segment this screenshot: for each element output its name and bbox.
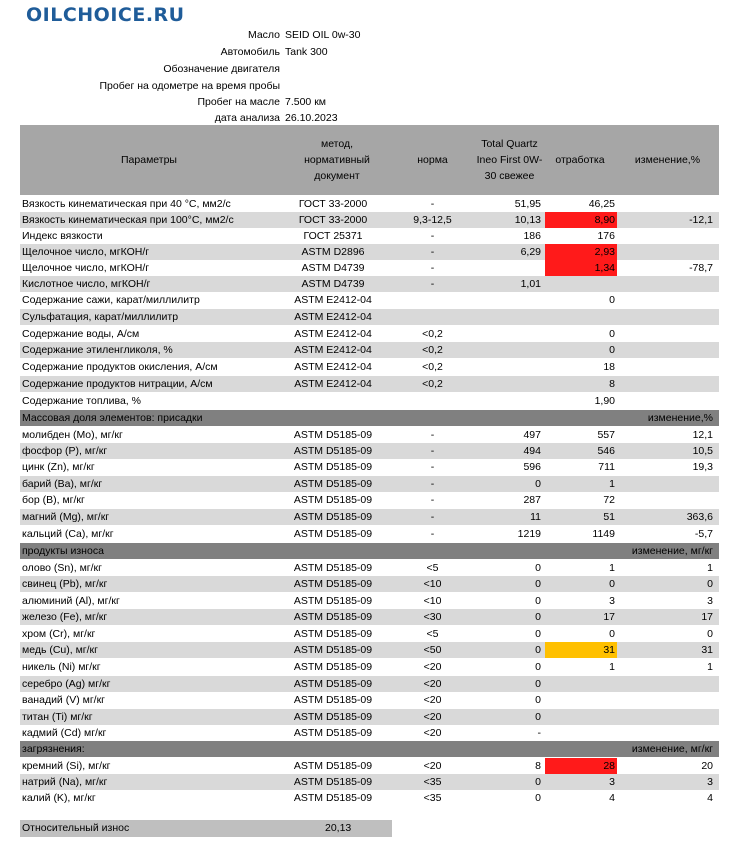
meta-value: 26.10.2023 — [285, 112, 338, 124]
section-change-label: изменение, мг/кг — [631, 545, 713, 557]
section-header-row — [20, 543, 719, 559]
meta-oil — [20, 27, 720, 44]
method-cell: ASTM D5185-09 — [293, 528, 373, 540]
param-cell: магний (Mg), мг/кг — [22, 511, 110, 523]
param-cell: фосфор (P), мг/кг — [22, 445, 108, 457]
norm-cell: - — [430, 262, 435, 274]
norm-cell: - — [430, 511, 435, 523]
fresh-oil-cell: 1219 — [517, 528, 541, 540]
table-row — [20, 244, 719, 260]
param-cell: Кислотное число, мгКОН/г — [22, 278, 151, 290]
norm-cell: - — [430, 198, 435, 210]
fresh-oil-cell: 0 — [535, 578, 541, 590]
table-row — [20, 790, 719, 806]
norm-cell: <0,2 — [422, 361, 443, 373]
used-oil-cell: 1,90 — [594, 395, 615, 407]
fresh-oil-cell: 0 — [535, 611, 541, 623]
method-cell: ASTM D2896 — [301, 246, 365, 258]
table-row — [20, 309, 719, 325]
fresh-oil-cell: 0 — [535, 628, 541, 640]
norm-cell: - — [430, 230, 435, 242]
param-cell: цинк (Zn), мг/кг — [22, 461, 95, 473]
header-change: изменение,% — [634, 154, 701, 166]
meta-label: Масло — [247, 29, 280, 41]
norm-cell: <0,2 — [422, 328, 443, 340]
norm-cell: - — [430, 246, 435, 258]
used-oil-cell: 1 — [609, 562, 615, 574]
norm-cell: <10 — [423, 578, 442, 590]
change-cell: 0 — [707, 628, 713, 640]
header-used: отработка — [555, 154, 605, 166]
used-oil-cell: 51 — [603, 511, 615, 523]
section-header-row — [20, 410, 719, 426]
header-params: Параметры — [121, 154, 177, 166]
table-row — [20, 427, 719, 443]
used-oil-cell: 0 — [609, 578, 615, 590]
param-cell: Содержание продуктов окисления, А/см — [22, 361, 218, 373]
norm-cell: <0,2 — [422, 344, 443, 356]
method-cell: ASTM D5185-09 — [293, 611, 373, 623]
method-cell: ГОСТ 25371 — [303, 230, 363, 242]
table-row — [20, 260, 719, 276]
section-title: продукты износа — [22, 545, 104, 557]
fresh-oil-cell: 494 — [523, 445, 541, 457]
change-cell: -5,7 — [694, 528, 713, 540]
section-change-label: изменение,% — [647, 412, 713, 424]
used-oil-cell: 176 — [597, 230, 615, 242]
site-logo: OILCHOICE.RU — [26, 4, 185, 26]
method-cell: ASTM D5185-09 — [293, 578, 373, 590]
param-cell: свинец (Pb), мг/кг — [22, 578, 108, 590]
param-cell: алюминий (Al), мг/кг — [22, 595, 120, 607]
norm-cell: <5 — [426, 628, 439, 640]
norm-cell: <20 — [423, 661, 442, 673]
param-cell: олово (Sn), мг/кг — [22, 562, 102, 574]
param-cell: серебро (Ag) мг/кг — [22, 678, 111, 690]
fresh-oil-cell: 8 — [535, 760, 541, 772]
norm-cell: <20 — [423, 727, 442, 739]
norm-cell: - — [430, 478, 435, 490]
change-cell: 31 — [701, 644, 713, 656]
param-cell: железо (Fe), мг/кг — [22, 611, 108, 623]
method-cell: ASTM D5185-09 — [293, 792, 373, 804]
param-cell: кремний (Si), мг/кг — [22, 760, 111, 772]
used-oil-cell: 3 — [609, 595, 615, 607]
method-cell: ASTM D5185-09 — [293, 445, 373, 457]
table-row — [20, 593, 719, 609]
meta-odometer — [20, 78, 720, 95]
table-row — [20, 228, 719, 244]
used-oil-cell: 0 — [609, 628, 615, 640]
meta-oil-mileage — [20, 94, 720, 111]
table-header — [20, 125, 719, 195]
method-cell: ASTM E2412-04 — [294, 378, 372, 390]
fresh-oil-cell: 0 — [535, 711, 541, 723]
param-cell: медь (Cu), мг/кг — [22, 644, 98, 656]
param-cell: Содержание топлива, % — [22, 395, 141, 407]
table-row — [20, 642, 719, 658]
used-oil-cell: 3 — [609, 776, 615, 788]
fresh-oil-cell: 0 — [535, 661, 541, 673]
method-cell: ASTM D5185-09 — [293, 494, 373, 506]
fresh-oil-cell: 186 — [523, 230, 541, 242]
table-row — [20, 626, 719, 642]
method-cell: ASTM D5185-09 — [293, 429, 373, 441]
change-cell: 1 — [707, 562, 713, 574]
fresh-oil-cell: - — [537, 727, 541, 739]
table-row — [20, 774, 719, 790]
param-cell: Содержание продуктов нитрации, А/см — [22, 378, 213, 390]
table-row — [20, 393, 719, 409]
fresh-oil-cell: 596 — [523, 461, 541, 473]
used-oil-cell: 711 — [598, 461, 615, 473]
used-oil-cell: 2,93 — [594, 246, 615, 258]
change-cell: 12,1 — [692, 429, 713, 441]
param-cell: Содержание сажи, карат/миллилитр — [22, 294, 200, 306]
header-norm: норма — [417, 154, 448, 166]
norm-cell: - — [430, 528, 435, 540]
table-row — [20, 376, 719, 392]
param-cell: Индекс вязкости — [22, 230, 103, 242]
meta-value: SEID OIL 0w-30 — [285, 29, 361, 41]
table-row — [20, 212, 719, 228]
method-cell: ASTM D5185-09 — [293, 628, 373, 640]
table-row — [20, 342, 719, 358]
fresh-oil-cell: 1,01 — [520, 278, 541, 290]
header-method: метод, нормативный документ — [304, 138, 370, 182]
param-cell: Щелочное число, мгКОН/г — [22, 262, 150, 274]
table-row — [20, 359, 719, 375]
method-cell: ASTM D5185-09 — [293, 776, 373, 788]
table-row — [20, 659, 719, 675]
norm-cell: <5 — [426, 562, 439, 574]
used-oil-cell: 8 — [609, 378, 615, 390]
method-cell: ASTM D5185-09 — [293, 727, 373, 739]
norm-cell: <10 — [423, 595, 442, 607]
change-cell: -12,1 — [689, 214, 713, 226]
norm-cell: - — [430, 278, 435, 290]
change-cell: 3 — [707, 776, 713, 788]
param-cell: Вязкость кинематическая при 40 °С, мм2/с — [22, 198, 231, 210]
relative-wear-summary — [20, 820, 392, 837]
fresh-oil-cell: 287 — [523, 494, 541, 506]
table-row — [20, 576, 719, 592]
param-cell: Сульфатация, карат/миллилитр — [22, 311, 179, 323]
table-row — [20, 476, 719, 492]
table-row — [20, 509, 719, 525]
used-oil-cell: 1,34 — [594, 262, 615, 274]
change-cell: 363,6 — [686, 511, 713, 523]
table-row — [20, 292, 719, 308]
relative-wear-label: Относительный износ — [22, 822, 130, 834]
change-cell: 19,3 — [692, 461, 713, 473]
norm-cell: <20 — [423, 760, 442, 772]
param-cell: никель (Ni) мг/кг — [22, 661, 101, 673]
method-cell: ASTM D5185-09 — [293, 760, 373, 772]
norm-cell: <35 — [423, 792, 442, 804]
change-cell: 4 — [707, 792, 713, 804]
method-cell: ASTM D5185-09 — [293, 694, 373, 706]
method-cell: ASTM D5185-09 — [293, 711, 373, 723]
method-cell: ASTM E2412-04 — [294, 344, 372, 356]
norm-cell: - — [430, 494, 435, 506]
used-oil-cell: 0 — [609, 294, 615, 306]
relative-wear-value: 20,13 — [325, 822, 352, 834]
used-oil-cell: 0 — [609, 328, 615, 340]
meta-label: дата анализа — [214, 112, 280, 124]
section-header-row — [20, 741, 719, 757]
meta-value: Tank 300 — [285, 46, 328, 58]
used-oil-cell: 546 — [597, 445, 615, 457]
method-cell: ASTM D5185-09 — [293, 661, 373, 673]
table-row — [20, 725, 719, 741]
meta-value: 7.500 км — [285, 96, 327, 108]
method-cell: ASTM D5185-09 — [293, 595, 373, 607]
param-cell: кадмий (Cd) мг/кг — [22, 727, 107, 739]
method-cell: ASTM D4739 — [301, 262, 365, 274]
change-cell: -78,7 — [689, 262, 713, 274]
used-oil-cell: 28 — [603, 760, 615, 772]
fresh-oil-cell: 10,13 — [514, 214, 541, 226]
param-cell: Содержание воды, А/см — [22, 328, 140, 340]
param-cell: хром (Cr), мг/кг — [22, 628, 96, 640]
method-cell: ASTM D5185-09 — [293, 461, 373, 473]
change-cell: 0 — [707, 578, 713, 590]
section-title: Массовая доля элементов: присадки — [22, 412, 203, 424]
table-row — [20, 459, 719, 475]
method-cell: ASTM D5185-09 — [293, 511, 373, 523]
used-oil-cell: 4 — [609, 792, 615, 804]
method-cell: ASTM E2412-04 — [294, 361, 372, 373]
table-row — [20, 692, 719, 708]
change-cell: 10,5 — [692, 445, 713, 457]
used-oil-cell: 1 — [609, 661, 615, 673]
norm-cell: - — [430, 429, 435, 441]
fresh-oil-cell: 0 — [535, 678, 541, 690]
param-cell: кальций (Ca), мг/кг — [22, 528, 114, 540]
table-row — [20, 276, 719, 292]
table-row — [20, 526, 719, 542]
method-cell: ASTM D5185-09 — [293, 562, 373, 574]
fresh-oil-cell: 0 — [535, 562, 541, 574]
norm-cell: <35 — [423, 776, 442, 788]
meta-car — [20, 44, 720, 61]
fresh-oil-cell: 0 — [535, 792, 541, 804]
meta-label: Обозначение двигателя — [163, 63, 280, 75]
table-row — [20, 609, 719, 625]
param-cell: молибден (Mo), мг/кг — [22, 429, 123, 441]
norm-cell: <20 — [423, 694, 442, 706]
param-cell: Щелочное число, мгКОН/г — [22, 246, 150, 258]
table-row — [20, 758, 719, 774]
method-cell: ГОСТ 33-2000 — [298, 214, 368, 226]
table-row — [20, 326, 719, 342]
meta-label: Пробег на масле — [197, 96, 280, 108]
fresh-oil-cell: 11 — [530, 511, 541, 523]
param-cell: бор (B), мг/кг — [22, 494, 85, 506]
param-cell: натрий (Na), мг/кг — [22, 776, 108, 788]
method-cell: ASTM E2412-04 — [294, 311, 372, 323]
norm-cell: - — [430, 461, 435, 473]
change-cell: 1 — [707, 661, 713, 673]
header-fresh: Total Quartz Ineo First 0W-30 свежее — [476, 138, 543, 182]
norm-cell: <50 — [423, 644, 442, 656]
fresh-oil-cell: 51,95 — [514, 198, 541, 210]
used-oil-cell: 17 — [603, 611, 615, 623]
change-cell: 17 — [701, 611, 713, 623]
fresh-oil-cell: 497 — [523, 429, 541, 441]
method-cell: ASTM E2412-04 — [294, 294, 372, 306]
change-cell: 3 — [707, 595, 713, 607]
norm-cell: <0,2 — [422, 378, 443, 390]
param-cell: Вязкость кинематическая при 100°С, мм2/с — [22, 214, 234, 226]
norm-cell: 9,3-12,5 — [413, 214, 452, 226]
used-oil-cell: 18 — [603, 361, 615, 373]
fresh-oil-cell: 0 — [535, 644, 541, 656]
method-cell: ASTM D5185-09 — [293, 644, 373, 656]
used-oil-cell: 8,90 — [594, 214, 615, 226]
used-oil-cell: 0 — [609, 344, 615, 356]
table-row — [20, 676, 719, 692]
method-cell: ASTM E2412-04 — [294, 328, 372, 340]
method-cell: ASTM D5185-09 — [293, 478, 373, 490]
used-oil-cell: 31 — [603, 644, 615, 656]
fresh-oil-cell: 0 — [535, 694, 541, 706]
table-row — [20, 709, 719, 725]
used-oil-cell: 557 — [597, 429, 615, 441]
used-oil-cell: 1149 — [592, 528, 615, 540]
param-cell: калий (K), мг/кг — [22, 792, 96, 804]
table-row — [20, 492, 719, 508]
used-oil-cell: 72 — [603, 494, 615, 506]
meta-label: Автомобиль — [220, 46, 280, 58]
norm-cell: <20 — [423, 678, 442, 690]
param-cell: Содержание этиленгликоля, % — [22, 344, 173, 356]
norm-cell: <20 — [423, 711, 442, 723]
param-cell: ванадий (V) мг/кг — [22, 694, 106, 706]
used-oil-cell: 46,25 — [588, 198, 615, 210]
param-cell: барий (Ba), мг/кг — [22, 478, 103, 490]
method-cell: ГОСТ 33-2000 — [298, 198, 368, 210]
norm-cell: <30 — [423, 611, 442, 623]
section-change-label: изменение, мг/кг — [631, 743, 713, 755]
used-oil-cell: 1 — [609, 478, 615, 490]
norm-cell: - — [430, 445, 435, 457]
method-cell: ASTM D4739 — [301, 278, 365, 290]
change-cell: 20 — [701, 760, 713, 772]
table-row — [20, 196, 719, 212]
table-row — [20, 560, 719, 576]
fresh-oil-cell: 0 — [535, 478, 541, 490]
meta-engine — [20, 61, 720, 78]
section-title: загрязнения: — [22, 743, 85, 755]
fresh-oil-cell: 6,29 — [520, 246, 541, 258]
fresh-oil-cell: 0 — [535, 776, 541, 788]
table-row — [20, 443, 719, 459]
fresh-oil-cell: 0 — [535, 595, 541, 607]
meta-label: Пробег на одометре на время пробы — [99, 80, 280, 92]
method-cell: ASTM D5185-09 — [293, 678, 373, 690]
param-cell: титан (Ti) мг/кг — [22, 711, 93, 723]
